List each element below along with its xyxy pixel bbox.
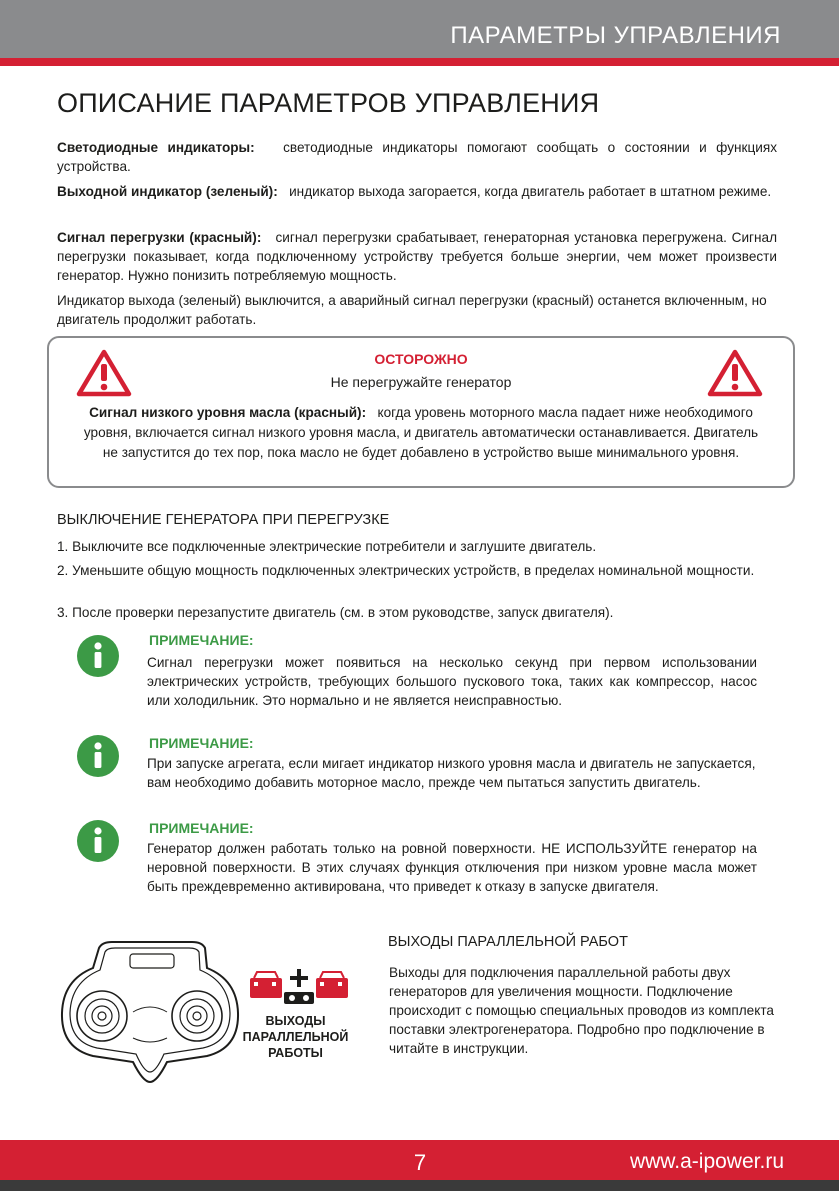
note-text: Сигнал перегрузки может появиться на несколько секунд при первом использовании электрических устройств, требующих большого пускового тока, таких как компрессор, насос или холодильник. Это нормально и не является неисправностью. [147,655,757,708]
header-title: ПАРАМЕТРЫ УПРАВЛЕНИЯ [450,22,781,49]
parallel-label-line: ПАРАЛЛЕЛЬНОЙ [242,1030,349,1044]
warning-body: когда уровень моторного масла падает ниже необходимого уровня, включается сигнал низкого уровня масла, и двигатель автоматически останавливается. Двигатель не запустится до тех пор, пока масло не будет добавлено в устройство выше минимального уровня. [83,405,759,460]
paragraph-label: Светодиодные индикаторы: [57,140,255,155]
parallel-text: Выходы для подключения параллельной работы двух генераторов для увеличения мощности. Подключение происходит с помощью специальных проводов из комплекта поставки электрогенератора. Подробно про подключение в читайте в инструкции. [389,965,774,1056]
page-number: 7 [413,1150,427,1175]
info-icon [77,635,119,677]
paragraph-text: Индикатор выхода (зеленый) выключится, а аварийный сигнал перегрузки (красный) останется включенным, но двигатель продолжит работать. [57,293,767,327]
paragraph-overload-signal [57,228,777,285]
parallel-label-line: РАБОТЫ [268,1046,323,1060]
parallel-outputs-panel-drawing [57,938,242,1090]
parallel-heading: ВЫХОДЫ ПАРАЛЛЕЛЬНОЙ РАБОТ [388,934,628,950]
paragraph-text: индикатор выхода загорается, когда двигатель работает в штатном режиме. [289,184,772,199]
overload-step: 2. Уменьшите общую мощность подключенных электрических устройств, в пределах номинальной мощности. [57,563,755,578]
overload-step: 3. После проверки перезапустите двигатель (см. в этом руководстве, запуск двигателя). [57,605,614,620]
paragraph-output-off [57,291,777,329]
overload-heading: ВЫКЛЮЧЕНИЕ ГЕНЕРАТОРА ПРИ ПЕРЕГРУЗКЕ [57,512,390,528]
note-text: Генератор должен работать только на ровной поверхности. НЕ ИСПОЛЬЗУЙТЕ генератор на неровной поверхности. В этих случаях функция отключения при низком уровне масла может быть преждевременно активирована, что приведет к отказу в запуске двигателя. [147,841,757,894]
warning-subtitle: Не перегружайте генератор [330,374,512,390]
note-text: При запуске агрегата, если мигает индикатор низкого уровня масла и двигатель не запускается, вам необходимо добавить моторное масло, прежде чем пытаться запустить двигатель. [147,756,756,790]
note-title: ПРИМЕЧАНИЕ: [149,632,254,648]
footer-bottom-strip [0,1180,839,1191]
paragraph-text: сигнал перегрузки срабатывает, генераторная установка перегружена. Сигнал перегрузки показывает, когда подключенному устройству требуется больше энергии, чем может произвести генератор. Нужно понизить потребляемую мощность. [57,230,777,283]
note-title: ПРИМЕЧАНИЕ: [149,735,254,751]
website-link[interactable]: www.a-ipower.ru [629,1150,784,1173]
paragraph-text: светодиодные индикаторы помогают сообщать о состоянии и функциях устройства. [57,140,777,174]
parallel-connection-icon [248,966,350,1010]
info-icon [77,735,119,777]
info-icon [77,820,119,862]
page-title: ОПИСАНИЕ ПАРАМЕТРОВ УПРАВЛЕНИЯ [57,88,600,118]
warning-box [47,336,795,488]
header-accent-stripe [0,58,839,66]
warning-text [79,403,763,463]
parallel-outputs-label [238,1013,353,1061]
parallel-label-line: ВЫХОДЫ [265,1014,326,1028]
warning-title: ОСТОРОЖНО [374,351,468,367]
paragraph-label: Сигнал перегрузки (красный): [57,230,262,245]
overload-step: 1. Выключите все подключенные электрические потребители и заглушите двигатель. [57,539,597,554]
note-title: ПРИМЕЧАНИЕ: [149,820,254,836]
paragraph-led-indicators [57,138,777,176]
paragraph-output-indicator [57,182,777,201]
paragraph-label: Выходной индикатор (зеленый): [57,184,278,199]
warning-label: Сигнал низкого уровня масла (красный): [89,405,367,420]
